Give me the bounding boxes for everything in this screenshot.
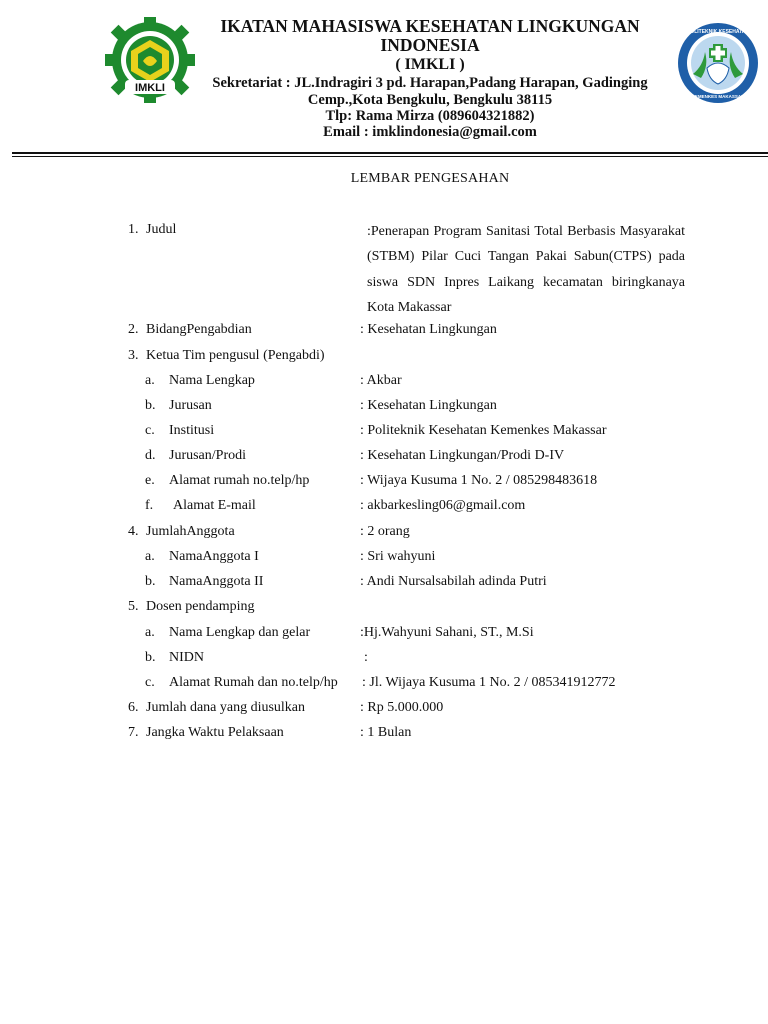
subitem-label: Institusi (169, 423, 215, 438)
item-number: 3. (128, 348, 139, 363)
subitem-value: : Kesehatan Lingkungan/Prodi D-IV (360, 448, 565, 463)
item-number: 1. (128, 222, 139, 237)
subitem-label: Nama Lengkap (169, 373, 255, 388)
subitem-label: Jurusan/Prodi (169, 448, 246, 463)
subitem-letter: c. (145, 675, 155, 690)
subitem-letter: a. (145, 549, 155, 564)
org-abbreviation: ( IMKLI ) (395, 56, 465, 73)
document-title: LEMBAR PENGESAHAN (350, 171, 510, 186)
org-name-line2: INDONESIA (380, 35, 480, 55)
item-label: BidangPengabdian (146, 322, 252, 337)
subitem-label: Alamat Rumah dan no.telp/hp (169, 675, 338, 690)
item-label: Jumlah dana yang diusulkan (146, 700, 306, 715)
item-number: 5. (128, 599, 139, 614)
poltekkes-logo (677, 22, 759, 104)
email-line: Email : imklindonesia@gmail.com (323, 124, 537, 140)
subitem-label: NamaAnggota II (169, 574, 264, 589)
phone-line: Tlp: Rama Mirza (089604321882) (325, 108, 535, 124)
item-label: Jangka Waktu Pelaksaan (146, 725, 284, 740)
header-divider-thick (12, 152, 768, 154)
subitem-label: Alamat E-mail (173, 498, 256, 513)
item-value: : 1 Bulan (360, 725, 412, 740)
poltekkes-logo-text-top: POLITEKNIK KESEHATAN (686, 29, 750, 35)
subitem-letter: b. (145, 398, 156, 413)
item-value-judul: :Penerapan Program Sanitasi Total Berbasis Masyarakat (STBM) Pilar Cuci Tangan Pakai Sabun(CTPS) pada siswa SDN Inpres Laikang kecamatan biringkanaya Kota Makassar (367, 224, 685, 315)
item-number: 4. (128, 524, 139, 539)
subitem-value: :Hj.Wahyuni Sahani, ST., M.Si (360, 625, 534, 640)
item-number: 7. (128, 725, 139, 740)
subitem-value: : Politeknik Kesehatan Kemenkes Makassar (360, 423, 607, 438)
item-label: Dosen pendamping (146, 599, 255, 614)
subitem-letter: b. (145, 574, 156, 589)
imkli-logo (103, 17, 197, 103)
subitem-label: Nama Lengkap dan gelar (169, 625, 311, 640)
item-value: : 2 orang (360, 524, 410, 539)
header-divider-thin (12, 156, 768, 157)
subitem-letter: e. (145, 473, 155, 488)
subitem-letter: a. (145, 625, 155, 640)
subitem-value: : Sri wahyuni (360, 549, 436, 564)
item-label: Judul (146, 222, 177, 237)
subitem-value: : Jl. Wijaya Kusuma 1 No. 2 / 085341912772 (362, 675, 616, 690)
address-line1: Sekretariat : JL.Indragiri 3 pd. Harapan,Padang Harapan, Gadinging (212, 75, 648, 91)
item-number: 2. (128, 322, 139, 337)
poltekkes-logo-text-bottom: KEMENKES MAKASSAR (691, 94, 745, 99)
subitem-value: : Akbar (360, 373, 402, 388)
subitem-value: : Kesehatan Lingkungan (360, 398, 497, 413)
address-line2: Cemp.,Kota Bengkulu, Bengkulu 38115 (307, 92, 553, 108)
subitem-value: : Andi Nursalsabilah adinda Putri (360, 574, 547, 589)
subitem-value: : Wijaya Kusuma 1 No. 2 / 085298483618 (360, 473, 598, 488)
subitem-label: Jurusan (169, 398, 212, 413)
item-value: : Rp 5.000.000 (360, 700, 444, 715)
subitem-value: : akbarkesling06@gmail.com (360, 498, 526, 513)
item-value: : Kesehatan Lingkungan (360, 322, 497, 337)
item-number: 6. (128, 700, 139, 715)
subitem-letter: d. (145, 448, 156, 463)
subitem-letter: c. (145, 423, 155, 438)
subitem-label: NIDN (169, 650, 204, 665)
subitem-letter: b. (145, 650, 156, 665)
subitem-label: NamaAnggota I (169, 549, 259, 564)
item-label: Ketua Tim pengusul (Pengabdi) (146, 348, 325, 363)
subitem-value: : (364, 650, 368, 665)
item-label: JumlahAnggota (146, 524, 235, 539)
org-name-line1: IKATAN MAHASISWA KESEHATAN LINGKUNGAN (220, 16, 640, 36)
subitem-letter: f. (145, 498, 154, 513)
imkli-logo-text: IMKLI (135, 82, 165, 94)
subitem-label: Alamat rumah no.telp/hp (169, 473, 310, 488)
subitem-letter: a. (145, 373, 155, 388)
